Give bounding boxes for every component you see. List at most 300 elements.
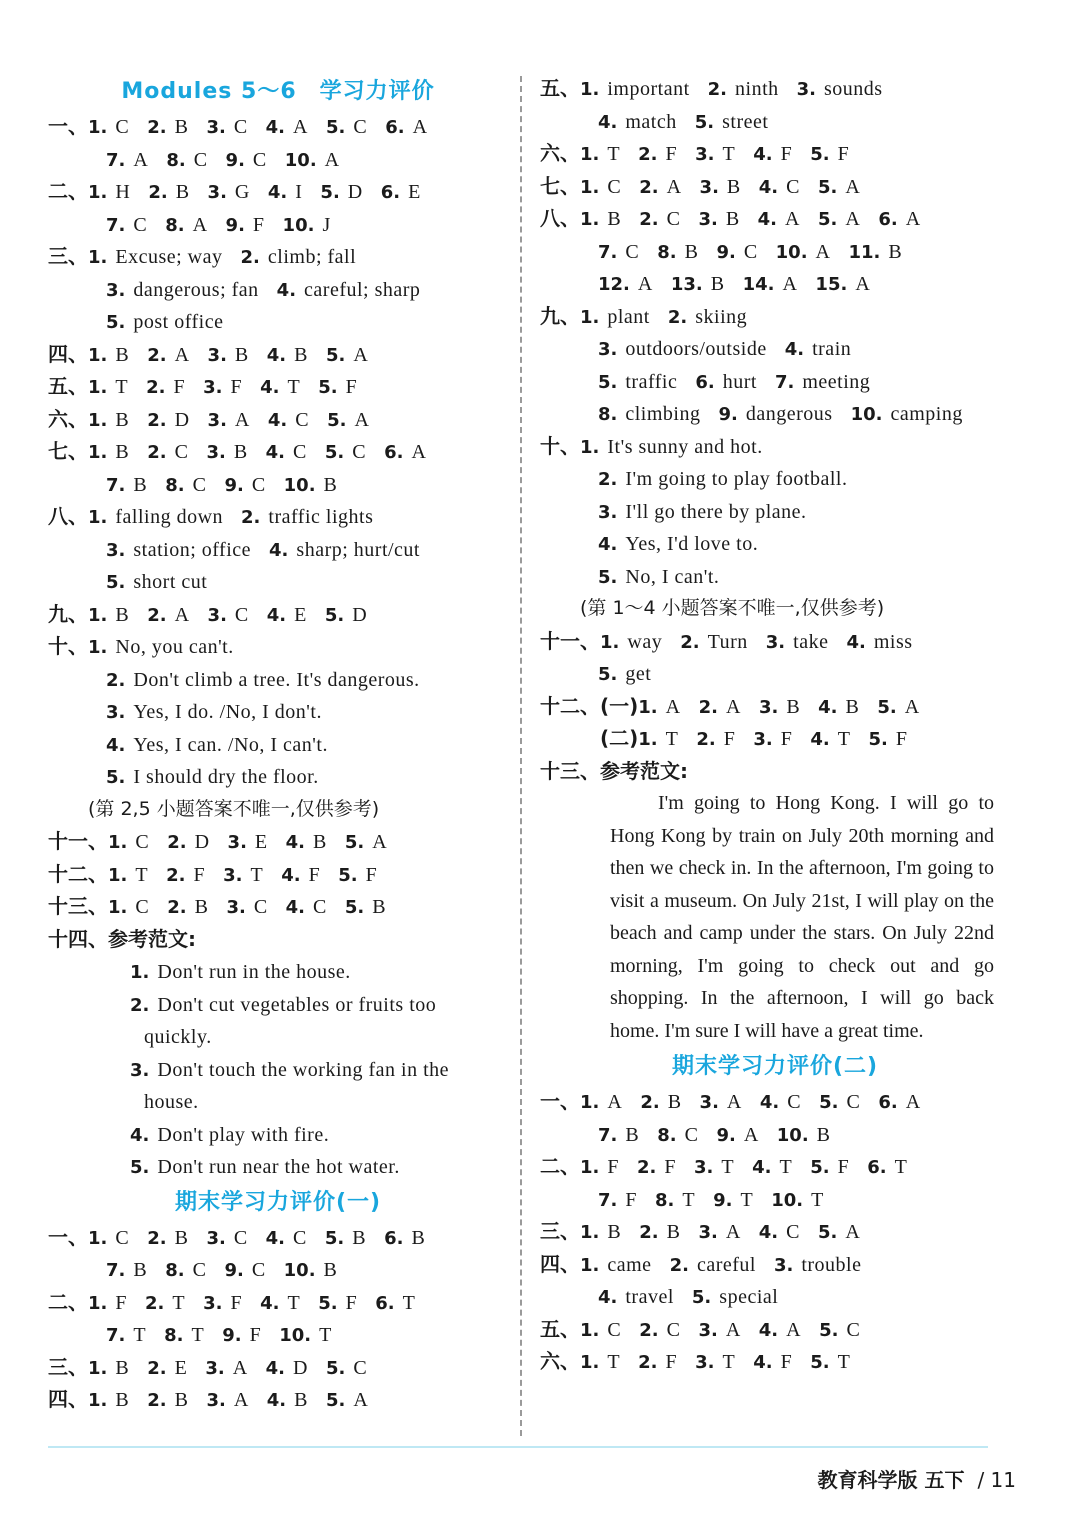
question-number: 1. bbox=[580, 176, 600, 198]
section-number: 三、 bbox=[48, 244, 88, 268]
answer-row bbox=[540, 462, 1010, 495]
answer-value: plant bbox=[607, 305, 650, 328]
question-number: 1. bbox=[108, 864, 128, 886]
answer-value: A bbox=[845, 1221, 861, 1243]
answer-value: C bbox=[607, 175, 622, 198]
question-number: 3. bbox=[106, 279, 126, 301]
question-number: 2. bbox=[240, 247, 260, 268]
question-number: 7. bbox=[598, 1124, 618, 1146]
answer-value: F bbox=[837, 1156, 850, 1178]
answer-row bbox=[48, 1253, 508, 1286]
question-number: 1. bbox=[638, 696, 658, 718]
answer-row bbox=[540, 430, 1010, 463]
answer-value: climb; fall bbox=[267, 246, 357, 268]
answer-value: A bbox=[782, 273, 798, 295]
question-number: 6. bbox=[375, 1292, 395, 1314]
question-number: 2. bbox=[167, 832, 187, 853]
question-number: 3. bbox=[694, 1157, 714, 1178]
question-number: 2. bbox=[147, 409, 167, 431]
question-number: 6. bbox=[384, 442, 404, 463]
answer-value: take bbox=[793, 630, 829, 653]
question-number: 2. bbox=[147, 344, 167, 366]
answer-row bbox=[540, 1345, 1010, 1378]
answer-value: B bbox=[234, 343, 249, 366]
question-number: 2. bbox=[639, 209, 659, 230]
section-number: 十、 bbox=[540, 433, 580, 458]
answer-value: B bbox=[684, 240, 699, 263]
answer-value: F bbox=[193, 863, 206, 886]
answer-value: G bbox=[234, 181, 250, 203]
answer-value: E bbox=[408, 181, 421, 203]
question-number: 2. bbox=[106, 669, 126, 691]
answer-row bbox=[48, 565, 508, 598]
answer-value: B bbox=[607, 208, 622, 230]
question-number: 4. bbox=[784, 339, 805, 360]
answer-continuation bbox=[48, 1020, 508, 1053]
answer-value: F bbox=[230, 1291, 243, 1314]
question-number: 1. bbox=[88, 182, 108, 203]
answer-value: C bbox=[251, 473, 266, 496]
answer-value: B bbox=[607, 1221, 622, 1243]
question-number: 4. bbox=[753, 1352, 773, 1373]
answer-value: short cut bbox=[133, 571, 208, 593]
answer-value: Yes, I can. /No, I can't. bbox=[133, 733, 328, 756]
question-number: 5. bbox=[327, 409, 347, 431]
answer-value: A bbox=[845, 208, 861, 230]
answer-value: T bbox=[811, 1188, 824, 1211]
question-number: 5. bbox=[325, 1357, 346, 1379]
answer-value: B bbox=[411, 1226, 426, 1249]
question-number: 1. bbox=[88, 604, 108, 626]
answer-row bbox=[48, 890, 508, 923]
answer-value: B bbox=[294, 1389, 308, 1411]
question-number: 4. bbox=[265, 1357, 286, 1379]
answer-value: F bbox=[173, 376, 186, 398]
question-number: 9. bbox=[225, 214, 245, 236]
question-number: 4. bbox=[810, 729, 830, 750]
answer-value: A bbox=[785, 208, 800, 230]
answer-value: B bbox=[786, 695, 801, 718]
answer-value: B bbox=[194, 896, 209, 918]
answer-value: traffic lights bbox=[268, 506, 374, 528]
answer-value: T bbox=[607, 1351, 621, 1373]
question-number: 1. bbox=[580, 1254, 600, 1276]
answer-value: miss bbox=[873, 630, 913, 653]
section-number: 十、 bbox=[48, 634, 88, 658]
answer-value: C bbox=[293, 441, 307, 463]
answer-value: dangerous bbox=[745, 403, 833, 425]
question-number: 10. bbox=[776, 1124, 809, 1146]
answer-row bbox=[48, 955, 508, 988]
answer-value: D bbox=[293, 1356, 308, 1379]
section-number: 五、 bbox=[48, 374, 88, 398]
answer-value: sharp; hurt/cut bbox=[296, 538, 420, 561]
section-number: 八、 bbox=[48, 504, 88, 528]
answer-row bbox=[540, 625, 1010, 658]
answer-value: climbing bbox=[625, 403, 701, 425]
question-number: 3. bbox=[206, 117, 226, 138]
question-number: 3. bbox=[598, 501, 618, 523]
question-number: 3. bbox=[206, 1390, 226, 1411]
question-number: 3. bbox=[223, 864, 243, 886]
question-number: 8. bbox=[598, 404, 618, 425]
answer-value: T bbox=[133, 1324, 147, 1346]
section-number: 一、 bbox=[48, 114, 88, 138]
question-number: 3. bbox=[206, 442, 226, 463]
question-number: 5. bbox=[106, 767, 126, 788]
question-number: 1. bbox=[638, 729, 658, 750]
answer-value: C bbox=[743, 240, 758, 263]
answer-value: I'm going to play football. bbox=[625, 468, 848, 490]
question-number: 1. bbox=[580, 1157, 600, 1178]
question-number: 3. bbox=[207, 409, 227, 431]
section-number: 七、 bbox=[540, 173, 580, 198]
question-number: 6. bbox=[384, 1227, 404, 1249]
answer-value: C bbox=[193, 148, 208, 171]
question-number: 1. bbox=[108, 897, 128, 918]
question-number: 4. bbox=[758, 176, 779, 198]
answer-value: T bbox=[837, 1351, 851, 1373]
answer-row bbox=[540, 267, 1010, 300]
answer-row bbox=[48, 240, 508, 273]
answer-value: outdoors/outside bbox=[625, 338, 767, 360]
answer-value: D bbox=[174, 408, 190, 431]
answer-value: A bbox=[726, 1091, 742, 1113]
section-number: 六、 bbox=[540, 141, 580, 165]
answer-value: C bbox=[233, 1226, 248, 1249]
answer-value: T bbox=[191, 1324, 205, 1346]
question-number: 6. bbox=[878, 209, 898, 230]
answer-value: T bbox=[837, 728, 851, 750]
answer-row bbox=[48, 208, 508, 241]
answer-value: B bbox=[115, 408, 130, 431]
section-number: 二、 bbox=[48, 1289, 88, 1314]
answer-value: C bbox=[115, 116, 130, 138]
question-number: 2. bbox=[669, 1254, 689, 1276]
answer-value: T bbox=[135, 863, 149, 886]
answer-value: B bbox=[115, 603, 130, 626]
question-number: 1. bbox=[580, 79, 600, 100]
question-number: 2. bbox=[167, 897, 187, 918]
question-number: 2. bbox=[639, 176, 659, 198]
answer-value: falling down bbox=[115, 506, 224, 528]
answer-row bbox=[48, 663, 508, 696]
question-number: 7. bbox=[598, 241, 618, 263]
answer-row bbox=[540, 560, 1010, 593]
question-number: 2. bbox=[148, 182, 168, 203]
answer-value: A bbox=[372, 831, 388, 853]
answer-value: C bbox=[353, 116, 368, 138]
answer-value: F bbox=[607, 1156, 619, 1178]
question-number: 9. bbox=[224, 1260, 244, 1281]
answer-value: street bbox=[722, 110, 769, 133]
question-number: 3. bbox=[698, 1222, 718, 1243]
answer-value: train bbox=[812, 338, 852, 360]
question-number: 10. bbox=[850, 404, 883, 425]
question-number: 1. bbox=[600, 631, 620, 653]
question-number: 2. bbox=[639, 1222, 659, 1243]
answer-row bbox=[48, 1221, 508, 1254]
answer-value: C bbox=[787, 1091, 802, 1113]
question-number: 9. bbox=[716, 1124, 736, 1146]
answer-value: C bbox=[251, 1259, 266, 1281]
question-number: 3. bbox=[203, 1292, 223, 1314]
question-number: 5. bbox=[318, 377, 338, 398]
section-number: 九、 bbox=[540, 303, 580, 328]
answer-value: C bbox=[846, 1091, 861, 1113]
answer-row bbox=[540, 495, 1010, 528]
answer-value: careful; sharp bbox=[304, 278, 421, 301]
question-number: 3. bbox=[698, 209, 718, 230]
answer-value: C bbox=[352, 441, 367, 463]
column-divider bbox=[520, 76, 522, 1436]
answer-value: It's sunny and hot. bbox=[607, 435, 763, 458]
answer-value: B bbox=[666, 1221, 681, 1243]
answer-value: A bbox=[293, 116, 308, 138]
section-title-line bbox=[48, 1183, 508, 1221]
answer-value: I'll go there by plane. bbox=[625, 500, 807, 523]
question-number: 1. bbox=[88, 1357, 108, 1379]
answer-value: Excuse; way bbox=[115, 246, 223, 268]
answer-row bbox=[540, 722, 1010, 755]
answer-value: A bbox=[174, 603, 190, 626]
answer-value: C bbox=[233, 116, 248, 138]
answer-value: meeting bbox=[802, 370, 871, 393]
answer-value: ninth bbox=[735, 78, 779, 100]
section-title: 期末学习力评价(一) bbox=[174, 1189, 382, 1215]
answer-value: F bbox=[345, 376, 358, 398]
answer-row bbox=[48, 500, 508, 533]
answer-value: T bbox=[250, 863, 264, 886]
question-number: 2. bbox=[147, 1390, 167, 1411]
answer-value: B bbox=[323, 1259, 338, 1281]
answer-row bbox=[540, 690, 1010, 723]
answer-value: B bbox=[115, 441, 130, 463]
answer-value: traffic bbox=[625, 370, 678, 393]
question-number: 1. bbox=[88, 344, 108, 366]
answer-row bbox=[48, 1351, 508, 1384]
question-number: 4. bbox=[260, 377, 280, 398]
question-number: 13. bbox=[670, 274, 703, 295]
answer-value: F bbox=[625, 1188, 637, 1211]
answer-value: A bbox=[666, 175, 682, 198]
section-number: 六、 bbox=[48, 406, 88, 431]
answer-value: B bbox=[352, 1226, 367, 1249]
answer-value: F bbox=[723, 728, 736, 750]
answer-value: B bbox=[372, 896, 387, 918]
question-number: 8. bbox=[657, 1124, 677, 1146]
question-number: 5. bbox=[598, 371, 618, 393]
question-number: 4. bbox=[265, 117, 286, 138]
question-number: 1. bbox=[108, 832, 128, 853]
answer-row bbox=[48, 143, 508, 176]
answer-value: A bbox=[174, 343, 190, 366]
answer-value: F bbox=[780, 1351, 793, 1373]
question-number: 5. bbox=[338, 864, 358, 886]
answer-value: B bbox=[845, 695, 860, 718]
answer-value: F bbox=[780, 143, 793, 165]
question-number: 2. bbox=[598, 469, 618, 490]
answer-row bbox=[48, 1383, 508, 1416]
question-number: 1. bbox=[88, 247, 108, 268]
section-title-line bbox=[540, 1047, 1010, 1085]
question-number: 2. bbox=[147, 442, 167, 463]
answer-value: C bbox=[135, 831, 150, 853]
answer-row bbox=[48, 988, 508, 1021]
answer-row bbox=[48, 175, 508, 208]
answer-value: I should dry the floor. bbox=[133, 766, 319, 788]
answer-value: I bbox=[295, 181, 303, 203]
answer-value: C bbox=[252, 148, 267, 171]
answer-row bbox=[48, 468, 508, 501]
section-number: 十二、(一) bbox=[540, 693, 639, 718]
section-number: 四、 bbox=[48, 1387, 88, 1411]
answer-value: E bbox=[254, 831, 268, 853]
answer-value: A bbox=[233, 1389, 249, 1411]
question-number: 8. bbox=[164, 1325, 184, 1346]
question-number: 9. bbox=[713, 1189, 733, 1211]
section-number: 九、 bbox=[48, 601, 88, 626]
answer-value: F bbox=[780, 728, 793, 750]
answer-row bbox=[48, 435, 508, 468]
answer-value: A bbox=[855, 273, 871, 295]
answer-value: station; office bbox=[133, 538, 252, 561]
question-number: 10. bbox=[279, 1325, 312, 1346]
question-number: 5. bbox=[106, 312, 126, 333]
answer-row bbox=[48, 1286, 508, 1319]
answer-value: A bbox=[412, 116, 428, 138]
question-number: 4. bbox=[267, 182, 288, 203]
answer-value: B bbox=[133, 1259, 148, 1281]
answer-row bbox=[540, 1183, 1010, 1216]
question-number: 8. bbox=[655, 1189, 675, 1211]
answer-value: Don't touch the working fan in the bbox=[157, 1058, 450, 1081]
answer-value: A bbox=[192, 213, 208, 236]
question-number: 2. bbox=[640, 1092, 660, 1113]
answer-value: A bbox=[353, 1389, 369, 1411]
answer-value: A bbox=[354, 408, 370, 431]
question-number: 3. bbox=[695, 144, 715, 165]
question-number: 5. bbox=[325, 117, 346, 138]
question-number: 7. bbox=[106, 1260, 126, 1281]
answer-row bbox=[540, 202, 1010, 235]
question-number: 15. bbox=[815, 274, 848, 295]
question-number: 2. bbox=[696, 729, 716, 750]
question-number: 2. bbox=[145, 1292, 165, 1314]
answer-value: Don't run near the hot water. bbox=[157, 1156, 400, 1178]
question-number: 5. bbox=[819, 1319, 839, 1341]
question-number: 4. bbox=[266, 604, 287, 626]
answer-value: Don't play with fire. bbox=[157, 1123, 330, 1146]
page-footer bbox=[818, 1464, 1016, 1493]
answer-value: A bbox=[725, 1318, 741, 1341]
answer-row bbox=[48, 858, 508, 891]
question-number: 3. bbox=[699, 176, 719, 198]
answer-value: A bbox=[607, 1091, 623, 1113]
question-number: 1. bbox=[580, 436, 600, 458]
section-number: (二) bbox=[600, 726, 639, 750]
answer-value: A bbox=[815, 240, 831, 263]
question-number: 10. bbox=[283, 1260, 316, 1281]
answer-value: A bbox=[904, 695, 920, 718]
question-number: 2. bbox=[147, 1227, 167, 1249]
question-number: 5. bbox=[598, 566, 618, 588]
answer-row bbox=[540, 1118, 1010, 1151]
answer-note: (第 2,5 小题答案不唯一,仅供参考) bbox=[88, 797, 380, 820]
answer-value: C bbox=[786, 1221, 800, 1243]
question-number: 8. bbox=[165, 214, 185, 236]
answer-value: post office bbox=[133, 311, 224, 333]
question-number: 2. bbox=[698, 696, 718, 718]
question-number: 5. bbox=[324, 442, 345, 463]
answer-value: F bbox=[249, 1324, 262, 1346]
answer-row bbox=[48, 825, 508, 858]
question-number: 6. bbox=[385, 117, 405, 138]
answer-value: C bbox=[135, 896, 150, 918]
answer-value: A bbox=[133, 148, 149, 171]
question-number: 1. bbox=[580, 1222, 600, 1243]
answer-value: D bbox=[352, 603, 368, 626]
answer-row bbox=[540, 170, 1010, 203]
question-number: 4. bbox=[285, 832, 306, 853]
answer-value: C bbox=[133, 213, 148, 236]
answer-row bbox=[48, 403, 508, 436]
question-number: 5. bbox=[325, 1390, 346, 1411]
question-number: 1. bbox=[130, 962, 150, 983]
question-number: 4. bbox=[758, 1319, 779, 1341]
answer-value: C bbox=[846, 1318, 861, 1341]
question-number: 3. bbox=[106, 539, 126, 561]
model-essay bbox=[610, 787, 994, 1047]
answer-row bbox=[48, 695, 508, 728]
answer-value: B bbox=[115, 1389, 130, 1411]
question-number: 10. bbox=[775, 241, 808, 263]
answer-value: F bbox=[665, 1351, 678, 1373]
answer-value: T bbox=[172, 1291, 186, 1314]
section-number: 四、 bbox=[48, 341, 88, 366]
section-number: 四、 bbox=[540, 1251, 580, 1276]
answer-value: T bbox=[665, 728, 679, 750]
question-number: 2. bbox=[147, 1357, 167, 1379]
answer-value: Don't cut vegetables or fruits too bbox=[157, 993, 437, 1016]
answer-value: B bbox=[323, 473, 338, 496]
answer-value: F bbox=[895, 728, 908, 750]
question-number: 4. bbox=[598, 111, 618, 133]
question-number: 5. bbox=[868, 729, 888, 750]
question-number: 3. bbox=[106, 702, 126, 723]
answer-row bbox=[48, 305, 508, 338]
question-number: 3. bbox=[765, 631, 786, 653]
question-number: 12. bbox=[598, 274, 630, 295]
question-number: 2. bbox=[166, 864, 186, 886]
answer-value: match bbox=[625, 110, 677, 133]
question-number: 2. bbox=[680, 631, 700, 653]
question-number: 4. bbox=[269, 539, 289, 561]
question-number: 3. bbox=[598, 339, 618, 360]
answer-row bbox=[540, 1280, 1010, 1313]
answer-value: A bbox=[845, 175, 861, 198]
question-number: 5. bbox=[325, 344, 346, 366]
answer-value: T bbox=[722, 143, 736, 165]
answer-value: hurt bbox=[722, 370, 757, 393]
answer-value: C bbox=[174, 441, 189, 463]
question-number: 8. bbox=[165, 1260, 185, 1281]
question-number: 2. bbox=[707, 79, 728, 100]
answer-value: B bbox=[726, 175, 741, 198]
answer-row bbox=[540, 755, 1010, 788]
question-number: 3. bbox=[203, 377, 223, 398]
question-number: 2. bbox=[639, 1319, 659, 1341]
